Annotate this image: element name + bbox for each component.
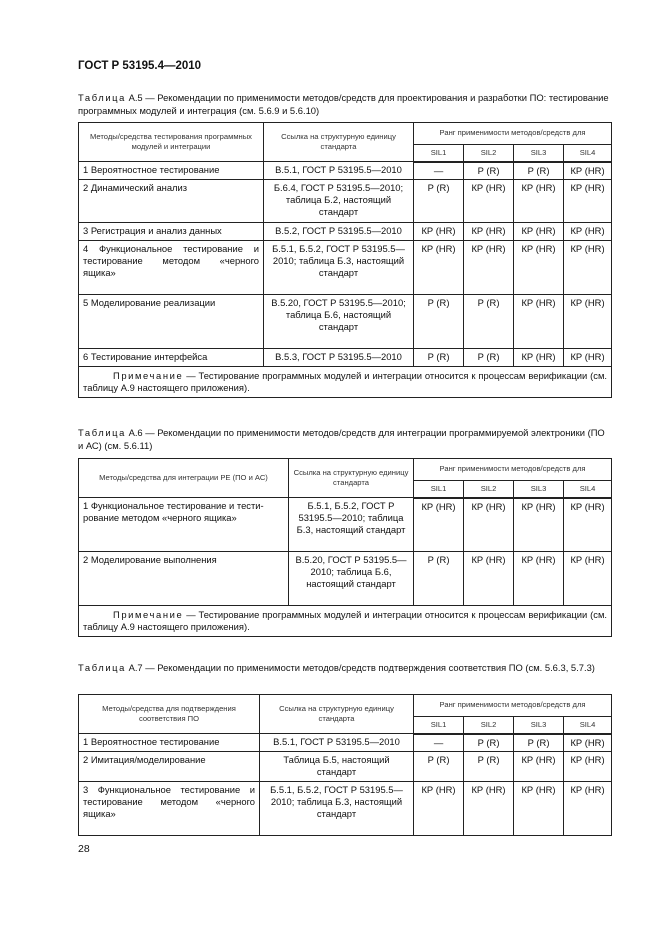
sil4-header: SIL4 — [564, 145, 612, 162]
table-a6-caption — [78, 426, 611, 452]
reference-header: Ссылка на структурную единицу стандарта — [289, 459, 414, 498]
reference-cell: В.5.1, ГОСТ Р 53195.5—2010 — [264, 162, 414, 180]
table-row — [79, 752, 612, 782]
method-cell: 3 Функциональное тестирование и тестирование методом «черного ящика» — [79, 782, 260, 836]
method-header: Методы/средства тестирования программных модулей и интеграции — [79, 123, 264, 162]
method-cell: 3 Регистрация и анализ данных — [79, 223, 264, 241]
reference-cell: Б.5.1, Б.5.2, ГОСТ Р 53195.5—2010; таблица Б.3, настоящий стандарт — [289, 498, 414, 552]
reference-header: Ссылка на структурную единицу стандарта — [260, 695, 414, 734]
sil1-cell: Р (R) — [414, 349, 464, 367]
sil3-cell: КР (HR) — [514, 782, 564, 836]
method-cell: 2 Имитация/моделирование — [79, 752, 260, 782]
sil3-cell: КР (HR) — [514, 295, 564, 349]
sil1-header: SIL1 — [414, 145, 464, 162]
sil1-header: SIL1 — [414, 481, 464, 498]
note-label: Примечание — [113, 370, 184, 381]
method-cell: 2 Моделирование выполнения — [79, 552, 289, 606]
reference-cell: В.5.2, ГОСТ Р 53195.5—2010 — [264, 223, 414, 241]
sil4-cell: КР (HR) — [564, 734, 612, 752]
table-row — [79, 223, 612, 241]
table-a5-caption — [78, 91, 611, 117]
table-note — [79, 606, 612, 637]
sil2-cell: КР (HR) — [464, 498, 514, 552]
method-cell: 1 Вероятностное тестирование — [79, 162, 264, 180]
sil3-cell: КР (HR) — [514, 241, 564, 295]
sil1-cell: — — [414, 734, 464, 752]
caption-text: А.7 — Рекомендации по применимости методов/средств подтверждения соответствия ПО (см. 5.6.3, 5.7.3) — [125, 662, 595, 673]
table-row — [79, 552, 612, 606]
sil3-cell: КР (HR) — [514, 223, 564, 241]
table-row — [79, 349, 612, 367]
reference-cell: Б.5.1, Б.5.2, ГОСТ Р 53195.5—2010; таблица Б.3, настоящий стандарт — [260, 782, 414, 836]
reference-header: Ссылка на структурную единицу стандарта — [264, 123, 414, 162]
sil2-header: SIL2 — [464, 145, 514, 162]
method-cell: 1 Вероятностное тестирование — [79, 734, 260, 752]
sil4-cell: КР (HR) — [564, 349, 612, 367]
reference-cell: В.5.20, ГОСТ Р 53195.5—2010; таблица Б.6, настоящий стандарт — [289, 552, 414, 606]
sil3-header: SIL3 — [514, 145, 564, 162]
table-a7 — [78, 694, 612, 836]
sil1-cell: — — [414, 162, 464, 180]
sil4-cell: КР (HR) — [564, 782, 612, 836]
sil1-cell: Р (R) — [414, 180, 464, 223]
note-row — [79, 606, 612, 637]
note-row — [79, 367, 612, 398]
sil4-cell: КР (HR) — [564, 223, 612, 241]
table-row — [79, 180, 612, 223]
method-cell: 1 Функциональное тестирование и тестирование методом «черного ящика» — [79, 498, 289, 552]
sil2-cell: КР (HR) — [464, 552, 514, 606]
rank-header: Ранг применимости методов/средств для — [414, 123, 612, 145]
table-row — [79, 162, 612, 180]
note-label: Примечание — [113, 609, 184, 620]
method-cell: 4 Функциональное тестирование и тестирование методом «черного ящика» — [79, 241, 264, 295]
sil4-cell: КР (HR) — [564, 295, 612, 349]
method-header: Методы/средства для интеграции РЕ (ПО и АС) — [79, 459, 289, 498]
sil3-cell: КР (HR) — [514, 498, 564, 552]
table-row — [79, 782, 612, 836]
sil2-cell: Р (R) — [464, 752, 514, 782]
table-row — [79, 734, 612, 752]
sil4-cell: КР (HR) — [564, 752, 612, 782]
table-note — [79, 367, 612, 398]
rank-header: Ранг применимости методов/средств для — [414, 459, 612, 481]
sil3-cell: КР (HR) — [514, 180, 564, 223]
sil4-header: SIL4 — [564, 481, 612, 498]
table-a7-caption — [78, 661, 611, 674]
document-id: ГОСТ Р 53195.4—2010 — [78, 60, 202, 72]
sil3-cell: Р (R) — [514, 162, 564, 180]
sil1-cell: Р (R) — [414, 752, 464, 782]
sil4-cell: КР (HR) — [564, 162, 612, 180]
sil2-cell: КР (HR) — [464, 782, 514, 836]
page-number: 28 — [78, 843, 90, 855]
sil2-cell: Р (R) — [464, 734, 514, 752]
table-label: Таблица — [78, 427, 126, 438]
sil3-cell: КР (HR) — [514, 552, 564, 606]
caption-text: А.6 — Рекомендации по применимости методов/средств для интеграции программируемой электроники (ПО и АС) (см. 5.6.11) — [78, 427, 605, 451]
rank-header: Ранг применимости методов/средств для — [414, 695, 612, 717]
table-row — [79, 295, 612, 349]
sil3-cell: КР (HR) — [514, 752, 564, 782]
sil1-cell: Р (R) — [414, 552, 464, 606]
sil4-cell: КР (HR) — [564, 498, 612, 552]
sil1-cell: Р (R) — [414, 295, 464, 349]
sil2-cell: Р (R) — [464, 349, 514, 367]
sil3-cell: КР (HR) — [514, 349, 564, 367]
sil2-cell: Р (R) — [464, 295, 514, 349]
reference-cell: В.5.1, ГОСТ Р 53195.5—2010 — [260, 734, 414, 752]
table-label: Таблица — [78, 92, 126, 103]
sil2-cell: КР (HR) — [464, 180, 514, 223]
sil3-header: SIL3 — [514, 717, 564, 734]
sil1-header: SIL1 — [414, 717, 464, 734]
table-a6 — [78, 458, 612, 637]
table-label: Таблица — [78, 662, 126, 673]
reference-cell: В.5.3, ГОСТ Р 53195.5—2010 — [264, 349, 414, 367]
sil2-header: SIL2 — [464, 481, 514, 498]
sil1-cell: КР (HR) — [414, 782, 464, 836]
sil2-cell: Р (R) — [464, 162, 514, 180]
table-a5 — [78, 122, 612, 398]
sil4-cell: КР (HR) — [564, 552, 612, 606]
sil4-header: SIL4 — [564, 717, 612, 734]
sil2-cell: КР (HR) — [464, 241, 514, 295]
note-text: — Тестирование программных модулей и интеграции относится к процессам верификации (см. таблицу А.9 настоящего приложения). — [83, 609, 608, 633]
sil3-header: SIL3 — [514, 481, 564, 498]
reference-cell: В.5.20, ГОСТ Р 53195.5—2010; таблица Б.6, настоящий стандарт — [264, 295, 414, 349]
sil1-cell: КР (HR) — [414, 241, 464, 295]
sil1-cell: КР (HR) — [414, 498, 464, 552]
sil3-cell: Р (R) — [514, 734, 564, 752]
sil1-cell: КР (HR) — [414, 223, 464, 241]
method-cell: 6 Тестирование интерфейса — [79, 349, 264, 367]
method-cell: 2 Динамический анализ — [79, 180, 264, 223]
reference-cell: Таблица Б.5, настоящий стандарт — [260, 752, 414, 782]
sil4-cell: КР (HR) — [564, 241, 612, 295]
sil4-cell: КР (HR) — [564, 180, 612, 223]
table-row — [79, 498, 612, 552]
sil2-cell: КР (HR) — [464, 223, 514, 241]
method-cell: 5 Моделирование реализации — [79, 295, 264, 349]
method-header: Методы/средства для подтверждения соответствия ПО — [79, 695, 260, 734]
table-row — [79, 241, 612, 295]
reference-cell: Б.6.4, ГОСТ Р 53195.5—2010; таблица Б.2, настоящий стандарт — [264, 180, 414, 223]
caption-text: А.5 — Рекомендации по применимости методов/средств для проектирования и разработки ПО: тестирование программных модулей и интеграция (см. 5.6.9 и 5.6.10) — [78, 92, 609, 116]
sil2-header: SIL2 — [464, 717, 514, 734]
reference-cell: Б.5.1, Б.5.2, ГОСТ Р 53195.5—2010; таблица Б.3, настоящий стандарт — [264, 241, 414, 295]
note-text: — Тестирование программных модулей и интеграции относится к процессам верификации (см. таблицу А.9 настоящего приложения). — [83, 370, 608, 394]
